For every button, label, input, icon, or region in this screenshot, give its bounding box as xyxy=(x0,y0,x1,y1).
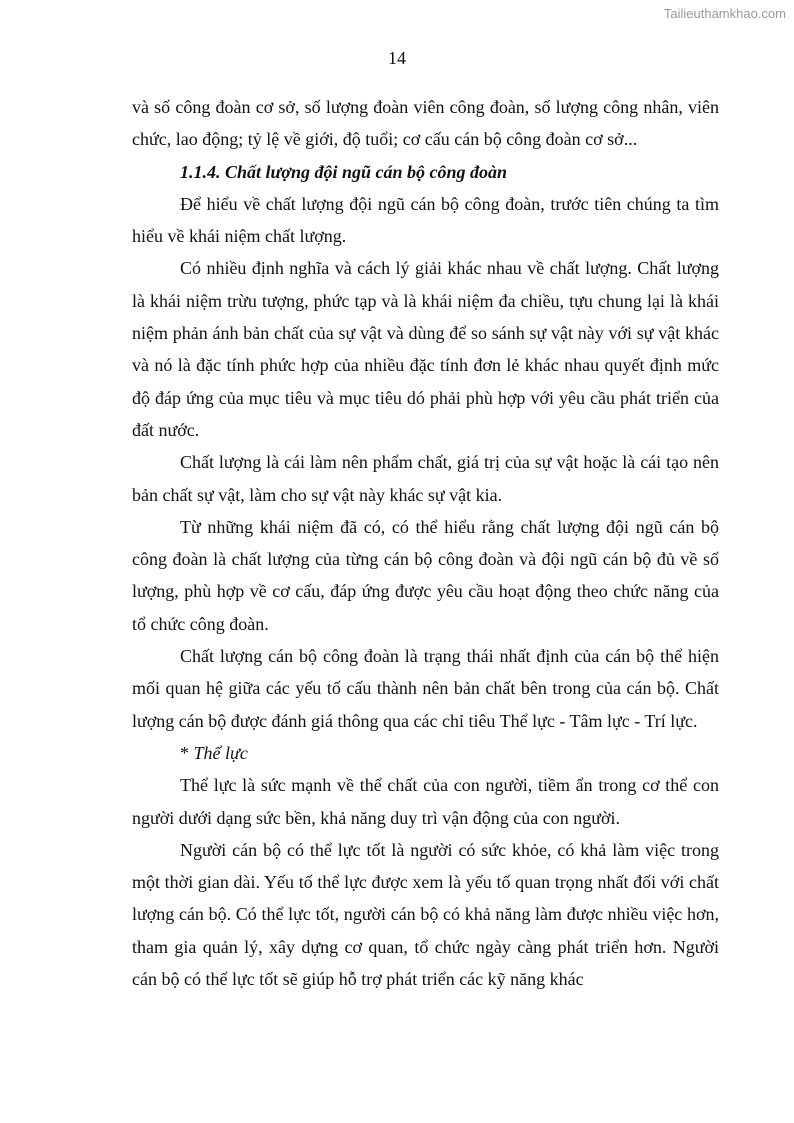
paragraph: Có nhiều định nghĩa và cách lý giải khác nhau về chất lượng. Chất lượng là khái niệm trừu tượng, phức tạp và là khái niệm đa chiều, tựu chung lại là khái niệm phản ánh bản chất của sự vật và dùng để so sánh sự vật này với sự vật khác và nó là đặc tính phức hợp của nhiều đặc tính đơn lẻ khác nhau quyết định mức độ đáp ứng của mục tiêu và mục tiêu dó phải phù hợp với yêu cầu phát triển của đất nước. xyxy=(132,258,719,440)
paragraph: Chất lượng cán bộ công đoàn là trạng thái nhất định của cán bộ thể hiện mối quan hệ giữa các yếu tố cấu thành nên bản chất bên trong của cán bộ. Chất lượng cán bộ được đánh giá thông qua các chỉ tiêu Thể lực - Tâm lực - Trí lực. xyxy=(132,646,719,731)
paragraph: Để hiểu về chất lượng đội ngũ cán bộ công đoàn, trước tiên chúng ta tìm hiểu về khái niệm chất lượng. xyxy=(132,193,719,247)
subsection-heading-text: Thể lực xyxy=(193,742,248,763)
section-heading: 1.1.4. Chất lượng đội ngũ cán bộ công đoàn xyxy=(180,161,508,182)
subsection-heading xyxy=(132,737,719,769)
paragraph: Chất lượng là cái làm nên phẩm chất, giá trị của sự vật hoặc là cái tạo nên bản chất sự vật, làm cho sự vật này khác sự vật kia. xyxy=(132,452,719,505)
bullet-star: * xyxy=(180,742,194,763)
document-body xyxy=(132,91,719,995)
page-number: 14 xyxy=(388,48,406,68)
watermark: Tailieuthamkhao.com xyxy=(663,6,786,21)
paragraph-continuation: và số công đoàn cơ sở, số lượng đoàn viên công đoàn, số lượng công nhân, viên chức, lao động; tỷ lệ về giới, độ tuổi; cơ cấu cán bộ công đoàn cơ sở... xyxy=(132,97,719,150)
paragraph: Người cán bộ có thể lực tốt là người có sức khỏe, có khả làm việc trong một thời gian dài. Yếu tố thể lực được xem là yếu tố quan trọng nhất đối với chất lượng cán bộ. Có thể lực tốt, người cán bộ có khả năng làm được nhiều việc hơn, tham gia quản lý, xây dựng cơ quan, tổ chức ngày càng phát triển hơn. Người cán bộ có thể lực tốt sẽ giúp hỗ trợ phát triển các kỹ năng khác xyxy=(132,839,719,990)
paragraph: Từ những khái niệm đã có, có thể hiểu rằng chất lượng đội ngũ cán bộ công đoàn là chất lượng của từng cán bộ công đoàn và đội ngũ cán bộ đủ về số lượng, phù hợp về cơ cấu, đáp ứng được yêu cầu hoạt động theo chức năng của tổ chức công đoàn. xyxy=(132,516,719,634)
paragraph: Thể lực là sức mạnh về thể chất của con người, tiềm ẩn trong cơ thể con người dưới dạng sức bền, khả năng duy trì vận động của con người. xyxy=(132,775,719,828)
